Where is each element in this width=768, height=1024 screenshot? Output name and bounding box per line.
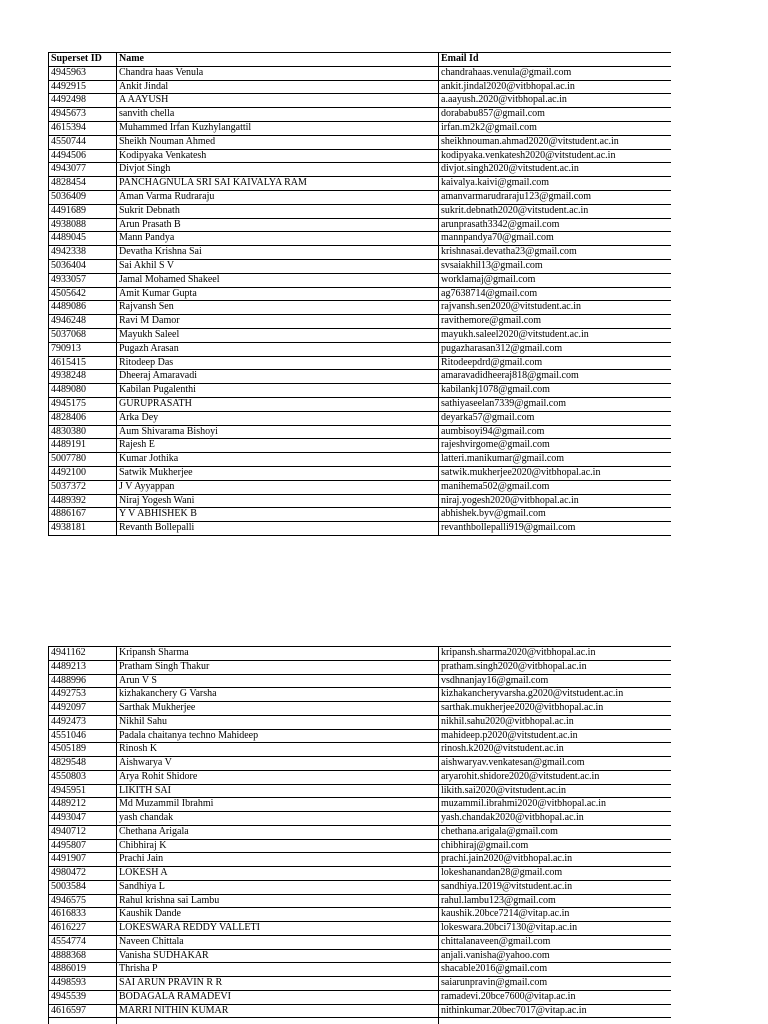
email-cell: mannpandya70@gmail.com xyxy=(439,232,672,246)
name-cell: Sandhiya L xyxy=(117,880,439,894)
name-cell: Sai Akhil S V xyxy=(117,259,439,273)
email-cell: deyarka57@gmail.com xyxy=(439,411,672,425)
email-cell: rahul.lambu123@gmail.com xyxy=(439,894,672,908)
name-cell: Sarthak Mukherjee xyxy=(117,702,439,716)
superset-id-cell: 5036409 xyxy=(49,190,117,204)
partial-cell xyxy=(439,1018,672,1024)
superset-id-cell: 4938088 xyxy=(49,218,117,232)
table-row xyxy=(49,287,672,301)
table-row xyxy=(49,702,672,716)
superset-id-cell: 4492100 xyxy=(49,466,117,480)
name-cell: Chandra haas Venula xyxy=(117,66,439,80)
name-cell: Niraj Yogesh Wani xyxy=(117,494,439,508)
superset-id-cell: 4489080 xyxy=(49,384,117,398)
superset-id-cell: 4551046 xyxy=(49,729,117,743)
table-row xyxy=(49,522,672,536)
name-cell: Aishwarya V xyxy=(117,757,439,771)
email-cell: muzammil.ibrahmi2020@vitbhopal.ac.in xyxy=(439,798,672,812)
name-cell: Kaushik Dande xyxy=(117,908,439,922)
email-cell: aishwaryav.venkatesan@gmail.com xyxy=(439,757,672,771)
email-cell: satwik.mukherjee2020@vitbhopal.ac.in xyxy=(439,466,672,480)
email-cell: chandrahaas.venula@gmail.com xyxy=(439,66,672,80)
name-cell: yash chandak xyxy=(117,812,439,826)
email-cell: lokeswara.20bci7130@vitap.ac.in xyxy=(439,922,672,936)
table-row xyxy=(49,425,672,439)
superset-id-cell: 4488996 xyxy=(49,674,117,688)
superset-id-cell: 4494506 xyxy=(49,149,117,163)
superset-id-cell: 4828406 xyxy=(49,411,117,425)
header-email-id: Email Id xyxy=(439,53,672,67)
email-cell: ankit.jindal2020@vitbhopal.ac.in xyxy=(439,80,672,94)
email-cell: kaushik.20bce7214@vitap.ac.in xyxy=(439,908,672,922)
student-table-1 xyxy=(48,52,671,536)
superset-id-cell: 4492915 xyxy=(49,80,117,94)
superset-id-cell: 4945175 xyxy=(49,397,117,411)
superset-id-cell: 4829548 xyxy=(49,757,117,771)
name-cell: Chibhiraj K xyxy=(117,839,439,853)
email-cell: kodipyaka.venkatesh2020@vitstudent.ac.in xyxy=(439,149,672,163)
student-table-2-container xyxy=(48,646,671,1024)
table-row xyxy=(49,880,672,894)
table-row xyxy=(49,439,672,453)
email-cell: abhishek.byv@gmail.com xyxy=(439,508,672,522)
superset-id-cell: 4498593 xyxy=(49,977,117,991)
email-cell: chethana.arigala@gmail.com xyxy=(439,825,672,839)
email-cell: sheikhnouman.ahmad2020@vitstudent.ac.in xyxy=(439,135,672,149)
email-cell: lokeshanandan28@gmail.com xyxy=(439,867,672,881)
student-table-1-container xyxy=(48,52,671,538)
name-cell: Kripansh Sharma xyxy=(117,647,439,661)
email-cell: divjot.singh2020@vitstudent.ac.in xyxy=(439,163,672,177)
table-row xyxy=(49,839,672,853)
name-cell: Arun V S xyxy=(117,674,439,688)
email-cell: pugazharasan312@gmail.com xyxy=(439,342,672,356)
name-cell: Aman Varma Rudraraju xyxy=(117,190,439,204)
superset-id-cell: 4489213 xyxy=(49,660,117,674)
table-row xyxy=(49,990,672,1004)
email-cell: nikhil.sahu2020@vitbhopal.ac.in xyxy=(439,715,672,729)
table-row xyxy=(49,825,672,839)
name-cell: Md Muzammil Ibrahmi xyxy=(117,798,439,812)
name-cell: Padala chaitanya techno Mahideep xyxy=(117,729,439,743)
table-row xyxy=(49,660,672,674)
table-row xyxy=(49,218,672,232)
name-cell: Mann Pandya xyxy=(117,232,439,246)
superset-id-cell: 4888368 xyxy=(49,949,117,963)
name-cell: kizhakanchery G Varsha xyxy=(117,688,439,702)
table-row xyxy=(49,273,672,287)
email-cell: aumbisoyi94@gmail.com xyxy=(439,425,672,439)
name-cell: Arya Rohit Shidore xyxy=(117,770,439,784)
name-cell: Muhammed Irfan Kuzhylangattil xyxy=(117,121,439,135)
superset-id-cell: 5037068 xyxy=(49,328,117,342)
email-cell: nithinkumar.20bec7017@vitap.ac.in xyxy=(439,1004,672,1018)
name-cell: Naveen Chittala xyxy=(117,935,439,949)
name-cell: Ritodeep Das xyxy=(117,356,439,370)
superset-id-cell: 4491907 xyxy=(49,853,117,867)
name-cell: Pratham Singh Thakur xyxy=(117,660,439,674)
email-cell: niraj.yogesh2020@vitbhopal.ac.in xyxy=(439,494,672,508)
superset-id-cell: 4489392 xyxy=(49,494,117,508)
email-cell: a.aayush.2020@vitbhopal.ac.in xyxy=(439,94,672,108)
table-row xyxy=(49,342,672,356)
superset-id-cell: 4945539 xyxy=(49,990,117,1004)
email-cell: pratham.singh2020@vitbhopal.ac.in xyxy=(439,660,672,674)
name-cell: LOKESH A xyxy=(117,867,439,881)
name-cell: Divjot Singh xyxy=(117,163,439,177)
student-table-2 xyxy=(48,646,671,1024)
email-cell: kaivalya.kaivi@gmail.com xyxy=(439,177,672,191)
superset-id-cell: 4492753 xyxy=(49,688,117,702)
name-cell: SAI ARUN PRAVIN R R xyxy=(117,977,439,991)
name-cell: Vanisha SUDHAKAR xyxy=(117,949,439,963)
superset-id-cell: 4938248 xyxy=(49,370,117,384)
table-row xyxy=(49,356,672,370)
superset-id-cell: 4492473 xyxy=(49,715,117,729)
email-cell: chittalanaveen@gmail.com xyxy=(439,935,672,949)
superset-id-cell: 4495807 xyxy=(49,839,117,853)
superset-id-cell: 5003584 xyxy=(49,880,117,894)
email-cell: dorababu857@gmail.com xyxy=(439,108,672,122)
table-row xyxy=(49,798,672,812)
email-cell: svsaiakhil13@gmail.com xyxy=(439,259,672,273)
table-row xyxy=(49,715,672,729)
superset-id-cell: 4489045 xyxy=(49,232,117,246)
table-row xyxy=(49,674,672,688)
superset-id-cell: 4554774 xyxy=(49,935,117,949)
table-row xyxy=(49,1004,672,1018)
table-row xyxy=(49,80,672,94)
superset-id-cell: 790913 xyxy=(49,342,117,356)
email-cell: aryarohit.shidore2020@vitstudent.ac.in xyxy=(439,770,672,784)
email-cell: krishnasai.devatha23@gmail.com xyxy=(439,246,672,260)
table-row xyxy=(49,977,672,991)
email-cell: anjali.vanisha@yahoo.com xyxy=(439,949,672,963)
email-cell: rinosh.k2020@vitstudent.ac.in xyxy=(439,743,672,757)
name-cell: Satwik Mukherjee xyxy=(117,466,439,480)
email-cell: arunprasath3342@gmail.com xyxy=(439,218,672,232)
superset-id-cell: 4980472 xyxy=(49,867,117,881)
table-row xyxy=(49,163,672,177)
partial-cell xyxy=(49,1018,117,1024)
superset-id-cell: 5037372 xyxy=(49,480,117,494)
table-row xyxy=(49,411,672,425)
table-row xyxy=(49,370,672,384)
superset-id-cell: 4941162 xyxy=(49,647,117,661)
name-cell: Chethana Arigala xyxy=(117,825,439,839)
name-cell: Amit Kumar Gupta xyxy=(117,287,439,301)
table-row xyxy=(49,259,672,273)
superset-id-cell: 4828454 xyxy=(49,177,117,191)
name-cell: Aum Shivarama Bishoyi xyxy=(117,425,439,439)
email-cell: mayukh.saleel2020@vitstudent.ac.in xyxy=(439,328,672,342)
table-row xyxy=(49,949,672,963)
name-cell: LOKESWARA REDDY VALLETI xyxy=(117,922,439,936)
email-cell: ramadevi.20bce7600@vitap.ac.in xyxy=(439,990,672,1004)
table-row xyxy=(49,301,672,315)
email-cell: latteri.manikumar@gmail.com xyxy=(439,453,672,467)
table-row xyxy=(49,784,672,798)
name-cell: Kabilan Pugalenthi xyxy=(117,384,439,398)
table-row xyxy=(49,894,672,908)
email-cell: prachi.jain2020@vitbhopal.ac.in xyxy=(439,853,672,867)
name-cell: Pugazh Arasan xyxy=(117,342,439,356)
email-cell: kripansh.sharma2020@vitbhopal.ac.in xyxy=(439,647,672,661)
email-cell: mahideep.p2020@vitstudent.ac.in xyxy=(439,729,672,743)
header-superset-id: Superset ID xyxy=(49,53,117,67)
email-cell: rajeshvirgome@gmail.com xyxy=(439,439,672,453)
name-cell: Thrisha P xyxy=(117,963,439,977)
name-cell: Arun Prasath B xyxy=(117,218,439,232)
email-cell: sukrit.debnath2020@vitstudent.ac.in xyxy=(439,204,672,218)
table-row xyxy=(49,908,672,922)
table-row xyxy=(49,149,672,163)
name-cell: Rinosh K xyxy=(117,743,439,757)
table-row xyxy=(49,935,672,949)
table-row xyxy=(49,190,672,204)
table-row xyxy=(49,66,672,80)
superset-id-cell: 4886019 xyxy=(49,963,117,977)
superset-id-cell: 4615394 xyxy=(49,121,117,135)
name-cell: BODAGALA RAMADEVI xyxy=(117,990,439,1004)
table-row xyxy=(49,177,672,191)
name-cell: Devatha Krishna Sai xyxy=(117,246,439,260)
email-cell: amaravadidheeraj818@gmail.com xyxy=(439,370,672,384)
table-row xyxy=(49,108,672,122)
table-row xyxy=(49,315,672,329)
email-cell: kizhakancheryvarsha.g2020@vitstudent.ac.in xyxy=(439,688,672,702)
superset-id-cell: 5007780 xyxy=(49,453,117,467)
email-cell: rajvansh.sen2020@vitstudent.ac.in xyxy=(439,301,672,315)
superset-id-cell: 4933057 xyxy=(49,273,117,287)
name-cell: Y V ABHISHEK B xyxy=(117,508,439,522)
name-cell: Rahul krishna sai Lambu xyxy=(117,894,439,908)
email-cell: vsdhnanjay16@gmail.com xyxy=(439,674,672,688)
table-row xyxy=(49,246,672,260)
table-row xyxy=(49,94,672,108)
table-row xyxy=(49,688,672,702)
table-row xyxy=(49,508,672,522)
email-cell: worklamaj@gmail.com xyxy=(439,273,672,287)
email-cell: revanthbollepalli919@gmail.com xyxy=(439,522,672,536)
name-cell: Ravi M Damor xyxy=(117,315,439,329)
email-cell: saiarunpravin@gmail.com xyxy=(439,977,672,991)
email-cell: irfan.m2k2@gmail.com xyxy=(439,121,672,135)
superset-id-cell: 4946248 xyxy=(49,315,117,329)
email-cell: chibhiraj@gmail.com xyxy=(439,839,672,853)
superset-id-cell: 4945951 xyxy=(49,784,117,798)
table-row xyxy=(49,384,672,398)
email-cell: manihema502@gmail.com xyxy=(439,480,672,494)
superset-id-cell: 4489212 xyxy=(49,798,117,812)
email-cell: sathiyaseelan7339@gmail.com xyxy=(439,397,672,411)
name-cell: A AAYUSH xyxy=(117,94,439,108)
superset-id-cell: 4615415 xyxy=(49,356,117,370)
header-name: Name xyxy=(117,53,439,67)
name-cell: MARRI NITHIN KUMAR xyxy=(117,1004,439,1018)
name-cell: Rajesh E xyxy=(117,439,439,453)
email-cell: ravithemore@gmail.com xyxy=(439,315,672,329)
table-row xyxy=(49,963,672,977)
table-row xyxy=(49,812,672,826)
superset-id-cell: 4489086 xyxy=(49,301,117,315)
table-row xyxy=(49,867,672,881)
table-row xyxy=(49,466,672,480)
name-cell: Dheeraj Amaravadi xyxy=(117,370,439,384)
superset-id-cell: 4940712 xyxy=(49,825,117,839)
table-row xyxy=(49,743,672,757)
table-row xyxy=(49,232,672,246)
superset-id-cell: 4942338 xyxy=(49,246,117,260)
name-cell: Prachi Jain xyxy=(117,853,439,867)
table-row xyxy=(49,480,672,494)
table-row xyxy=(49,922,672,936)
table-header-row xyxy=(49,53,672,67)
name-cell: GURUPRASATH xyxy=(117,397,439,411)
superset-id-cell: 4830380 xyxy=(49,425,117,439)
superset-id-cell: 4945963 xyxy=(49,66,117,80)
name-cell: Kodipyaka Venkatesh xyxy=(117,149,439,163)
superset-id-cell: 4550803 xyxy=(49,770,117,784)
email-cell: sandhiya.l2019@vitstudent.ac.in xyxy=(439,880,672,894)
email-cell: amanvarmarudraraju123@gmail.com xyxy=(439,190,672,204)
table-row xyxy=(49,757,672,771)
table-row-partial xyxy=(49,1018,672,1024)
email-cell: likith.sai2020@vitstudent.ac.in xyxy=(439,784,672,798)
email-cell: shacable2016@gmail.com xyxy=(439,963,672,977)
table-row xyxy=(49,853,672,867)
name-cell: Jamal Mohamed Shakeel xyxy=(117,273,439,287)
name-cell: J V Ayyappan xyxy=(117,480,439,494)
table-row xyxy=(49,770,672,784)
name-cell: Sukrit Debnath xyxy=(117,204,439,218)
email-cell: kabilankj1078@gmail.com xyxy=(439,384,672,398)
superset-id-cell: 4616597 xyxy=(49,1004,117,1018)
superset-id-cell: 4938181 xyxy=(49,522,117,536)
name-cell: Revanth Bollepalli xyxy=(117,522,439,536)
email-cell: yash.chandak2020@vitbhopal.ac.in xyxy=(439,812,672,826)
partial-cell xyxy=(117,1018,439,1024)
superset-id-cell: 4946575 xyxy=(49,894,117,908)
name-cell: LIKITH SAI xyxy=(117,784,439,798)
superset-id-cell: 4489191 xyxy=(49,439,117,453)
name-cell: Kumar Jothika xyxy=(117,453,439,467)
email-cell: sarthak.mukherjee2020@vitbhopal.ac.in xyxy=(439,702,672,716)
superset-id-cell: 4886167 xyxy=(49,508,117,522)
name-cell: Rajvansh Sen xyxy=(117,301,439,315)
name-cell: Mayukh Saleel xyxy=(117,328,439,342)
email-cell: Ritodeepdrd@gmail.com xyxy=(439,356,672,370)
superset-id-cell: 4943077 xyxy=(49,163,117,177)
name-cell: Sheikh Nouman Ahmed xyxy=(117,135,439,149)
superset-id-cell: 4616227 xyxy=(49,922,117,936)
name-cell: Nikhil Sahu xyxy=(117,715,439,729)
table-row xyxy=(49,328,672,342)
table-row xyxy=(49,135,672,149)
name-cell: Ankit Jindal xyxy=(117,80,439,94)
superset-id-cell: 4493047 xyxy=(49,812,117,826)
superset-id-cell: 4550744 xyxy=(49,135,117,149)
email-cell: ag7638714@gmail.com xyxy=(439,287,672,301)
table-row xyxy=(49,453,672,467)
table-row xyxy=(49,397,672,411)
table-row xyxy=(49,121,672,135)
superset-id-cell: 4945673 xyxy=(49,108,117,122)
superset-id-cell: 4505189 xyxy=(49,743,117,757)
superset-id-cell: 4491689 xyxy=(49,204,117,218)
name-cell: sanvith chella xyxy=(117,108,439,122)
name-cell: PANCHAGNULA SRI SAI KAIVALYA RAM xyxy=(117,177,439,191)
table-row xyxy=(49,647,672,661)
superset-id-cell: 4505642 xyxy=(49,287,117,301)
table-row xyxy=(49,494,672,508)
name-cell: Arka Dey xyxy=(117,411,439,425)
superset-id-cell: 4492097 xyxy=(49,702,117,716)
table-row xyxy=(49,204,672,218)
superset-id-cell: 4616833 xyxy=(49,908,117,922)
superset-id-cell: 5036404 xyxy=(49,259,117,273)
table-row xyxy=(49,729,672,743)
superset-id-cell: 4492498 xyxy=(49,94,117,108)
